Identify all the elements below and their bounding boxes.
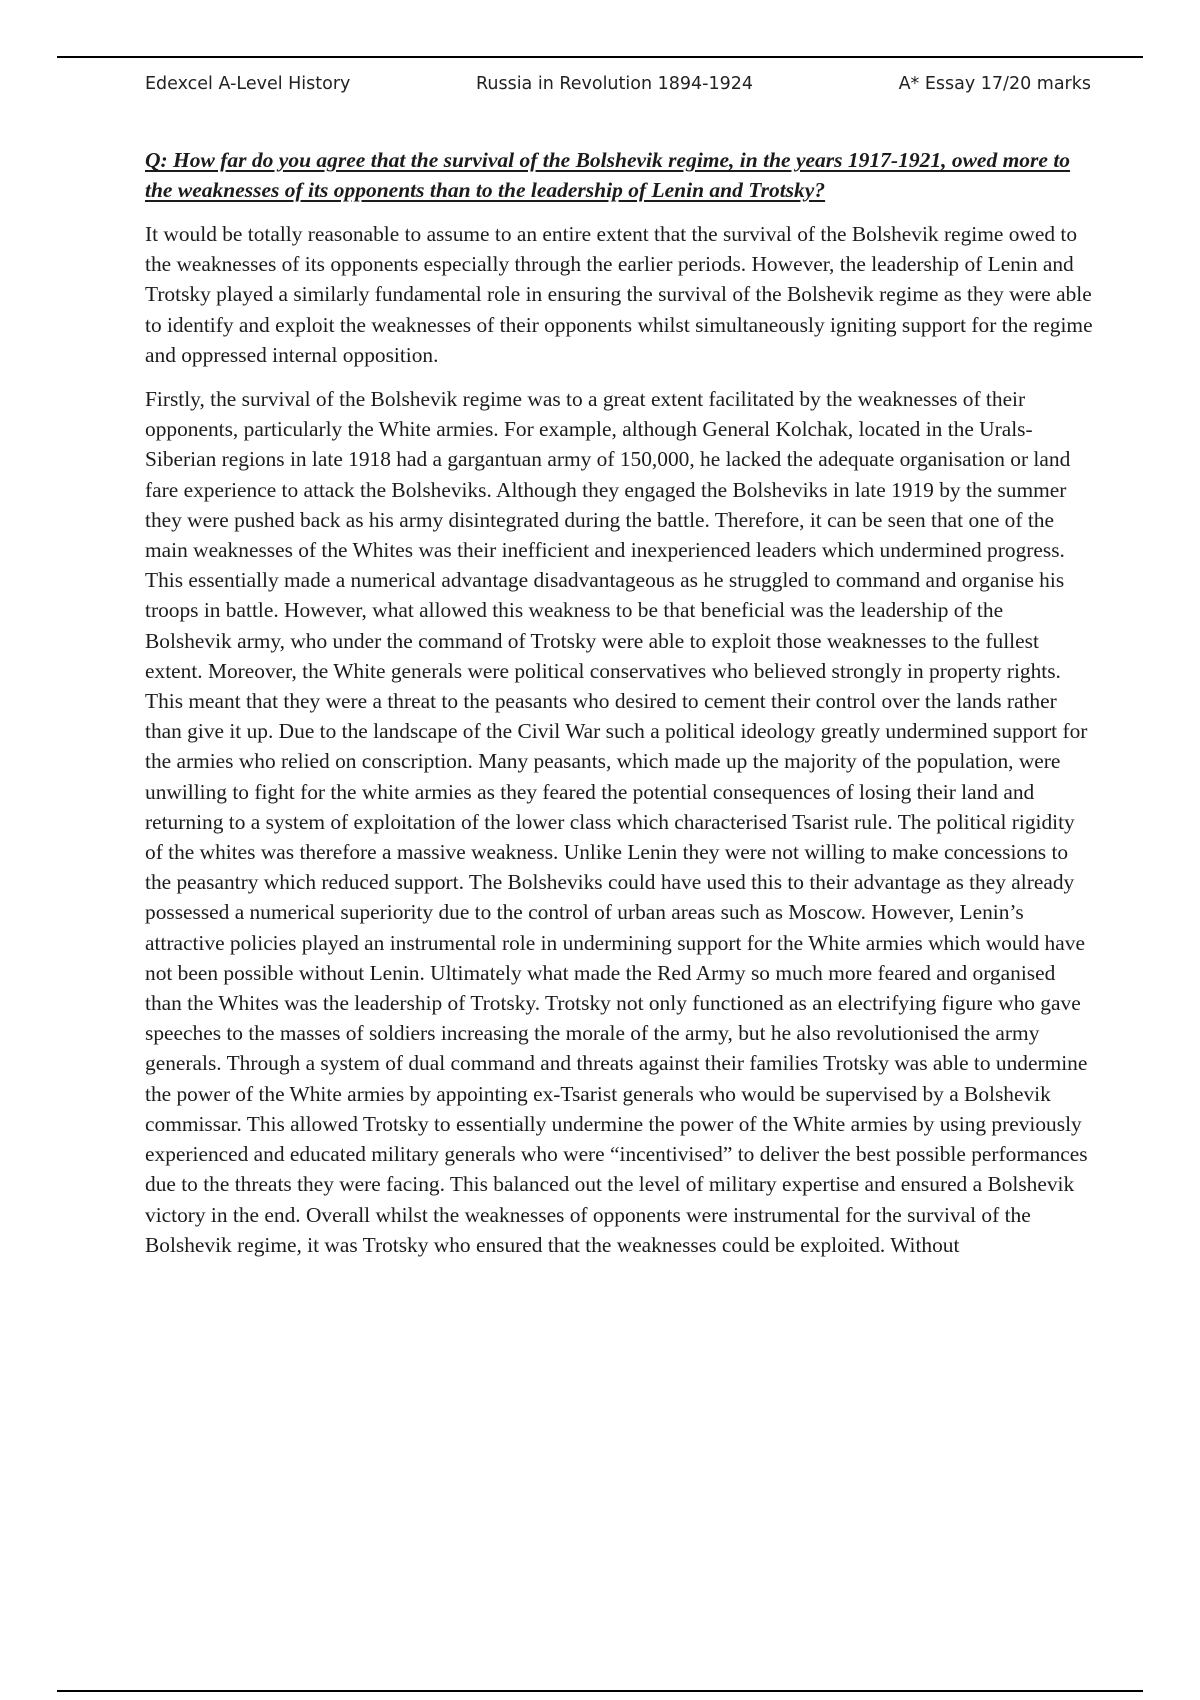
essay-paragraph-introduction: It would be totally reasonable to assume to an entire extent that the survival of the Bolshevik regime owed to the weaknesses of its opponents especially through the earlier periods. However, the leadership of Lenin and Trotsky played a similarly fundamental role in ensuring the survival of the Bolshevik regime as they were able to identify and exploit the weaknesses of their opponents whilst simultaneously igniting support for the regime and oppressed internal opposition. [145, 222, 1093, 367]
header-topic: Russia in Revolution 1894-1924 [476, 74, 753, 94]
essay-body [145, 145, 1093, 1274]
page-header [145, 74, 1091, 100]
footer-rule [57, 1690, 1143, 1692]
header-exam-board: Edexcel A-Level History [145, 74, 351, 94]
essay-paragraph-main: Firstly, the survival of the Bolshevik regime was to a great extent facilitated by the weaknesses of their opponents, particularly the White armies. For example, although General Kolchak, located in the Urals-Siberian regions in late 1918 had a gargantuan army of 150,000, he lacked the adequate organisation or land fare experience to attack the Bolsheviks. Although they engaged the Bolsheviks in late 1919 by the summer they were pushed back as his army disintegrated during the battle. Therefore, it can be seen that one of the main weaknesses of the Whites was their inefficient and inexperienced leaders which undermined progress. This essentially made a numerical advantage disadvantageous as he struggled to command and organise his troops in battle. However, what allowed this weakness to be that beneficial was the leadership of the Bolshevik army, who under the command of Trotsky were able to exploit those weaknesses to the fullest extent. Moreover, the White generals were political conservatives who believed strongly in property rights. This meant that they were a threat to the peasants who desired to cement their control over the lands rather than give it up. Due to the landscape of the Civil War such a political ideology greatly undermined support for the armies who relied on conscription. Many peasants, which made up the majority of the population, were unwilling to fight for the white armies as they feared the potential consequences of losing their land and returning to a system of exploitation of the lower class which characterised Tsarist rule. The political rigidity of the whites was therefore a massive weakness. Unlike Lenin they were not willing to make concessions to the peasantry which reduced support. The Bolsheviks could have used this to their advantage as they already possessed a numerical superiority due to the control of urban areas such as Moscow. However, Lenin’s attractive policies played an instrumental role in undermining support for the White armies which would have not been possible without Lenin. Ultimately what made the Red Army so much more feared and organised than the Whites was the leadership of Trotsky. Trotsky not only functioned as an electrifying figure who gave speeches to the masses of soldiers increasing the morale of the army, but he also revolutionised the army generals. Through a system of dual command and threats against their families Trotsky was able to undermine the power of the White armies by appointing ex-Tsarist generals who would be supervised by a Bolshevik commissar. This allowed Trotsky to essentially undermine the power of the White armies by using previously experienced and educated military generals who were “incentivised” to deliver the best possible performances due to the threats they were facing. This balanced out the level of military expertise and ensured a Bolshevik victory in the end. Overall whilst the weaknesses of opponents were instrumental for the survival of the Bolshevik regime, it was Trotsky who ensured that the weaknesses could be exploited. Without [145, 387, 1088, 1257]
header-grade: A* Essay 17/20 marks [898, 74, 1091, 94]
header-rule [57, 56, 1143, 58]
essay-question: Q: How far do you agree that the survival of the Bolshevik regime, in the years 1917-1921, owed more to the weaknesses of its opponents than to the leadership of Lenin and Trotsky? [145, 148, 1071, 202]
